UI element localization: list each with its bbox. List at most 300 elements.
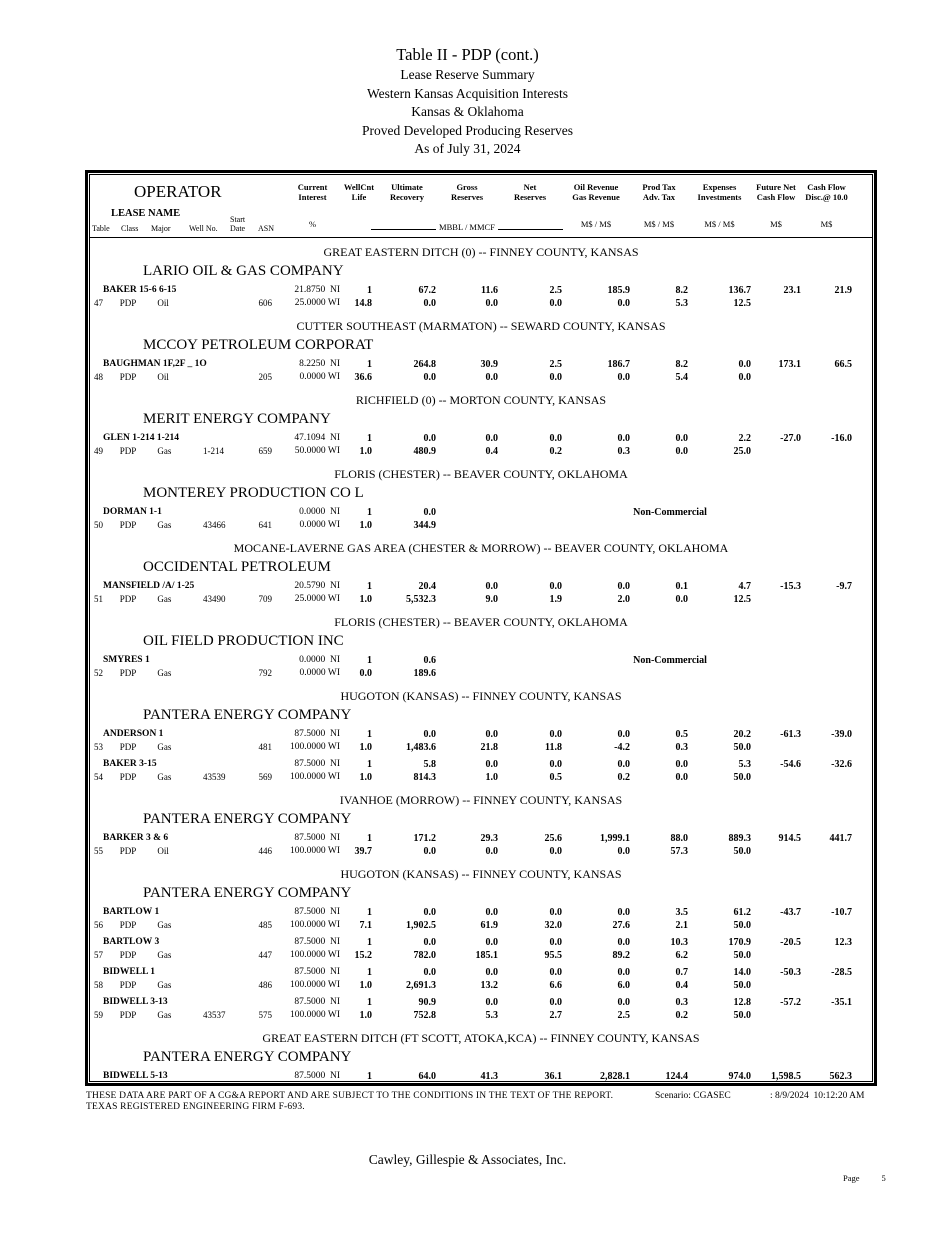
lease-row [90,430,872,460]
tax-cell: 0.7 0.4 [675,967,688,991]
lease-meta [90,667,285,680]
tax-cell: 0.5 0.3 [675,729,688,753]
lease-cell [90,284,285,312]
discounted-cash-flow-cell: 12.3 [834,937,852,948]
wellcnt-life-cell: 1 [367,1071,372,1082]
wellcnt-life-cell: 1 14.8 [354,285,372,309]
operator-name: PANTERA ENERGY COMPANY [143,707,352,723]
lease-meta [90,771,285,784]
field-header: RICHFIELD (0) -- MORTON COUNTY, KANSAS [355,393,607,407]
net-reserves-cell [498,654,562,682]
wellcnt-life-cell: 1 1.0 [359,729,372,753]
major-phase-value: Gas [157,980,172,990]
well-number: 43537 [203,1010,226,1020]
lease-row [90,356,872,386]
field-section [90,1024,872,1082]
column-unit-label: % [308,219,317,229]
column-header-line1: Current [297,182,328,192]
lease-name: GLEN 1-214 1-214 [103,433,179,443]
subcol-class-label: Class [121,224,139,233]
lease-meta [90,919,285,932]
interest-cell: 21.8750 NI 25.0000 WI [294,285,340,308]
section-rows [90,430,872,460]
subcol-date-label: Date [230,224,246,233]
table-number: 57 [94,950,103,960]
field-section [90,786,872,860]
interest-cell: 87.5000 NI 100.0000 WI [290,729,340,752]
lease-cell [90,432,285,460]
wellcnt-life-cell: 1 7.1 [359,907,372,931]
lease-name: BAUGHMAN 1F,2F _ 1O [103,359,207,369]
revenue-cell: 185.9 0.0 [607,285,630,309]
gross-reserves-cell: 29.3 0.0 [480,833,498,857]
table-number: 51 [94,594,103,604]
lease-row [90,964,872,994]
column-header-exp [688,175,751,237]
asn-number: 709 [258,594,272,604]
wellcnt-life-cell: 1 1.0 [359,759,372,783]
major-phase-value: Gas [157,668,172,678]
discounted-cash-flow-cell: -35.1 [831,997,852,1008]
lease-cell [90,728,285,756]
future-net-cash-flow-cell: -20.5 [780,937,801,948]
subcol-major-label: Major [151,224,171,233]
column-header-disc [801,175,852,237]
section-rows [90,652,872,682]
well-number [203,371,259,384]
revenue-cell: 0.0 89.2 [612,937,630,961]
table-number: 55 [94,846,103,856]
well-number [203,741,259,754]
expenses-investments-cell: 14.0 50.0 [733,967,751,991]
asn-number: 446 [258,846,272,856]
underline-right [498,229,563,230]
lease-name: ANDERSON 1 [103,729,164,739]
lease-meta [90,445,285,458]
report-subtitle-1: Lease Reserve Summary [400,67,535,82]
net-reserves-cell: 0.0 32.0 [544,907,562,931]
lease-meta [90,1009,285,1022]
expenses-investments-cell: 5.3 50.0 [733,759,751,783]
future-net-cash-flow-cell: -50.3 [780,967,801,978]
field-section [90,238,872,312]
tax-cell: 124.4 [665,1071,688,1082]
asn-number: 447 [258,950,272,960]
lease-meta [90,949,285,962]
net-reserves-cell: 0.0 95.5 [544,937,562,961]
lease-name: BARTLOW 3 [103,937,160,947]
column-header-line2: Disc.@ 10.0 [805,192,848,202]
section-rows [90,904,872,1024]
revenue-cell: 0.0 0.2 [617,759,630,783]
major-phase-value: Gas [157,742,172,752]
ultimate-recovery-cell: 5.8 814.3 [413,759,436,783]
class-value: PDP [119,742,137,752]
column-header-line2: Life [351,192,367,202]
asn-number: 606 [258,298,272,308]
net-reserves-cell: 0.0 6.6 [549,967,562,991]
major-phase-value: Gas [157,772,172,782]
expenses-investments-cell: 170.9 50.0 [728,937,751,961]
gross-reserves-cell: 0.0 185.1 [475,937,498,961]
column-header-line2: Adv. Tax [642,192,676,202]
lease-name: BARKER 3 & 6 [103,833,169,843]
footer-timestamp: : 8/9/2024 10:12:20 AM [770,1091,865,1101]
expenses-investments-cell: 0.0 0.0 [738,359,751,383]
ultimate-recovery-cell: 64.0 [418,1071,436,1082]
net-reserves-cell: 2.5 0.0 [549,285,562,309]
lease-cell [90,654,285,682]
column-unit-label: M$ / M$ [643,219,675,229]
gross-reserves-cell: 0.0 0.4 [485,433,498,457]
reserves-unit-line [371,222,563,232]
class-value: PDP [119,846,137,856]
major-phase-value: Gas [157,920,172,930]
column-header-tax [630,175,688,237]
well-number [203,979,259,992]
table-number: 49 [94,446,103,456]
field-header: HUGOTON (KANSAS) -- FINNEY COUNTY, KANSAS [340,867,622,881]
field-header: IVANHOE (MORROW) -- FINNEY COUNTY, KANSAS [339,793,623,807]
column-unit-label: M$ / M$ [704,219,735,229]
net-reserves-cell [498,506,562,534]
footer-scenario: Scenario: CGASEC [655,1091,731,1101]
lease-meta [90,519,285,532]
field-section [90,386,872,460]
lease-meta [90,371,285,384]
interest-cell: 0.0000 NI 0.0000 WI [299,655,340,678]
table-number: 52 [94,668,103,678]
revenue-cell: 0.0 2.5 [617,997,630,1021]
lease-meta [90,593,285,606]
lease-cell [90,580,285,608]
gross-reserves-cell: 0.0 21.8 [480,729,498,753]
class-value: PDP [119,1010,137,1020]
discounted-cash-flow-cell [801,506,852,534]
table-number: 58 [94,980,103,990]
discounted-cash-flow-cell: -16.0 [831,433,852,444]
lease-row [90,830,872,860]
lease-meta [90,297,285,310]
subcol-startdate-label [230,215,245,233]
wellcnt-life-cell: 1 1.0 [359,581,372,605]
tax-cell: 0.1 0.0 [675,581,688,605]
discounted-cash-flow-cell: -32.6 [831,759,852,770]
field-header: CUTTER SOUTHEAST (MARMATON) -- SEWARD COUNTY, KANSAS [296,319,666,333]
column-unit-label: M$ / M$ [580,219,612,229]
lease-cell [90,358,285,386]
lease-name: BIDWELL 5-13 [103,1071,168,1081]
column-unit-label: M$ [820,219,833,229]
tax-cell: 88.0 57.3 [670,833,688,857]
report-subtitle-3: Kansas & Oklahoma [411,104,524,119]
future-net-cash-flow-cell: 23.1 [783,285,801,296]
table-number: 47 [94,298,103,308]
report-title: Table II - PDP (cont.) [396,45,539,64]
column-header-line1: Future Net [756,182,796,192]
wellcnt-life-cell: 1 1.0 [359,433,372,457]
asn-number: 481 [258,742,272,752]
class-value: PDP [119,372,137,382]
net-reserves-cell: 25.6 0.0 [544,833,562,857]
asn-number: 792 [258,668,272,678]
net-reserves-cell: 2.5 0.0 [549,359,562,383]
future-net-cash-flow-cell: -27.0 [780,433,801,444]
column-header-line1: Expenses [702,182,737,192]
wellcnt-life-cell: 1 1.0 [359,997,372,1021]
revenue-cell: 0.0 27.6 [612,907,630,931]
field-header: FLORIS (CHESTER) -- BEAVER COUNTY, OKLAHOMA [334,467,628,481]
tax-cell: 8.2 5.4 [675,359,688,383]
interest-cell: 87.5000 NI [294,1071,340,1081]
table-number: 59 [94,1010,103,1020]
expenses-investments-cell: 12.8 50.0 [733,997,751,1021]
interest-cell: 87.5000 NI 100.0000 WI [290,759,340,782]
footer-disclaimer-2: TEXAS REGISTERED ENGINEERING FIRM F-693. [86,1102,305,1112]
field-section [90,608,872,682]
table-number: 56 [94,920,103,930]
wellcnt-life-cell: 1 39.7 [354,833,372,857]
lease-cell [90,906,285,934]
subcol-table-label: Table [92,224,110,233]
page-number: 5 [881,1173,886,1183]
lease-cell [90,506,285,534]
net-reserves-cell: 0.0 11.8 [545,729,562,753]
footer-company-name: Cawley, Gillespie & Associates, Inc. [368,1152,567,1167]
report-as-of-date: As of July 31, 2024 [414,141,521,156]
expenses-investments-cell: 20.2 50.0 [733,729,751,753]
gross-reserves-cell: 11.6 0.0 [481,285,498,309]
column-header-line2: Investments [697,192,742,202]
ultimate-recovery-cell: 0.0 2,691.3 [406,967,436,991]
operator-column-label: OPERATOR [134,182,222,201]
lease-name: BIDWELL 1 [103,967,156,977]
asn-number: 575 [258,1010,272,1020]
table-number: 50 [94,520,103,530]
field-section [90,860,872,1024]
future-net-cash-flow-cell: -43.7 [780,907,801,918]
lease-row [90,282,872,312]
non-commercial-label: Non-Commercial [633,655,707,666]
gross-reserves-cell: 0.0 1.0 [485,759,498,783]
discounted-cash-flow-cell: -39.0 [831,729,852,740]
lease-row [90,504,872,534]
lease-row [90,652,872,682]
ultimate-recovery-cell: 171.2 0.0 [413,833,436,857]
future-net-cash-flow-cell: -61.3 [780,729,801,740]
field-header: MOCANE-LAVERNE GAS AREA (CHESTER & MORROW) -- BEAVER COUNTY, OKLAHOMA [233,541,729,555]
interest-cell: 87.5000 NI 100.0000 WI [290,833,340,856]
class-value: PDP [119,950,137,960]
field-section [90,312,872,386]
lease-row [90,726,872,756]
field-section [90,682,872,786]
lease-name: BIDWELL 3-13 [103,997,168,1007]
major-phase-value: Gas [157,446,172,456]
subcol-asn-label: ASN [258,224,275,233]
tax-cell: 0.3 0.2 [675,997,688,1021]
lease-cell [90,936,285,964]
lease-name: SMYRES 1 [103,655,150,665]
expenses-investments-cell: 61.2 50.0 [733,907,751,931]
report-title-block [0,44,935,159]
future-net-cash-flow-cell: -57.2 [780,997,801,1008]
well-number: 1-214 [203,446,224,456]
wellcnt-life-cell: 1 1.0 [359,507,372,531]
lease-row [90,1068,872,1082]
column-header-line2: Reserves [513,192,547,202]
section-rows [90,578,872,608]
section-rows [90,830,872,860]
lease-cell [90,832,285,860]
ultimate-recovery-cell: 264.8 0.0 [413,359,436,383]
discounted-cash-flow-cell: -28.5 [831,967,852,978]
class-value: PDP [119,594,137,604]
net-reserves-cell: 0.0 0.5 [549,759,562,783]
column-header-line2: Cash Flow [756,192,796,202]
ultimate-recovery-cell: 0.0 782.0 [413,937,436,961]
column-header-rev [562,175,630,237]
major-phase-value: Gas [157,1010,172,1020]
class-value: PDP [119,446,137,456]
report-subtitle-2: Western Kansas Acquisition Interests [367,85,568,101]
operator-name: LARIO OIL & GAS COMPANY [143,263,344,279]
interest-cell: 87.5000 NI 100.0000 WI [290,997,340,1020]
gross-reserves-cell: 0.0 61.9 [480,907,498,931]
section-rows [90,1068,872,1082]
field-header: FLORIS (CHESTER) -- BEAVER COUNTY, OKLAHOMA [334,615,628,629]
discounted-cash-flow-cell: 21.9 [834,285,852,296]
well-number [203,845,259,858]
class-value: PDP [119,298,137,308]
lease-name: BAKER 3-15 [103,759,157,769]
column-header-line1: WellCnt [343,182,375,192]
discounted-cash-flow-cell [801,654,852,682]
operator-name: MCCOY PETROLEUM CORPORAT [143,337,374,353]
lease-name-column-label: LEASE NAME [111,208,181,219]
future-net-cash-flow-cell: 914.5 [778,833,801,844]
interest-cell: 8.2250 NI 0.0000 WI [299,359,340,382]
ultimate-recovery-cell: 0.0 1,483.6 [406,729,436,753]
discounted-cash-flow-cell: 66.5 [834,359,852,370]
section-rows [90,356,872,386]
gross-reserves-cell: 41.3 [480,1071,498,1082]
field-header: GREAT EASTERN DITCH (FT SCOTT, ATOKA,KCA) -- FINNEY COUNTY, KANSAS [262,1031,700,1045]
column-header-interest [285,175,340,237]
class-value: PDP [119,772,137,782]
subcol-wellno-label: Well No. [189,224,218,233]
column-header-fncf [751,175,801,237]
operator-name: OCCIDENTAL PETROLEUM [143,559,331,575]
lease-row [90,994,872,1024]
tax-cell: 3.5 2.1 [675,907,688,931]
footer-disclaimer-1: THESE DATA ARE PART OF A CG&A REPORT AND ARE SUBJECT TO THE CONDITIONS IN THE TEXT OF THE REPORT. [86,1091,614,1101]
lease-name: DORMAN 1-1 [103,507,162,517]
lease-meta [90,741,285,754]
lease-cell [90,1070,285,1082]
revenue-cell: 0.0 6.0 [617,967,630,991]
page-label: Page [843,1173,860,1183]
lease-name: BARTLOW 1 [103,907,160,917]
ultimate-recovery-cell: 90.9 752.8 [413,997,436,1021]
lease-meta [90,979,285,992]
field-header: HUGOTON (KANSAS) -- FINNEY COUNTY, KANSAS [340,689,622,703]
ultimate-recovery-cell: 0.0 480.9 [413,433,436,457]
future-net-cash-flow-cell: -15.3 [780,581,801,592]
expenses-investments-cell: 136.7 12.5 [728,285,751,309]
discounted-cash-flow-cell: -10.7 [831,907,852,918]
wellcnt-life-cell: 1 15.2 [354,937,372,961]
major-phase-value: Gas [157,594,172,604]
ultimate-recovery-cell: 20.4 5,532.3 [406,581,436,605]
asn-number: 641 [258,520,272,530]
wellcnt-life-cell: 1 0.0 [359,655,372,679]
column-header-line1: Prod Tax [642,182,676,192]
column-header-line2: Recovery [390,192,424,202]
section-rows [90,504,872,534]
table-inner-border [89,174,873,1082]
revenue-cell: 1,999.1 0.0 [600,833,630,857]
footer-page-indicator [843,1173,886,1183]
class-value: PDP [119,668,137,678]
well-number: 43466 [203,520,226,530]
lease-cell [90,966,285,994]
net-reserves-cell: 0.0 2.7 [549,997,562,1021]
expenses-investments-cell: 4.7 12.5 [733,581,751,605]
ultimate-recovery-cell: 0.0 1,902.5 [406,907,436,931]
interest-cell: 0.0000 NI 0.0000 WI [299,507,340,530]
section-rows [90,282,872,312]
subcol-start-label: Start [230,215,246,224]
operator-name: MONTEREY PRODUCTION CO L [143,485,364,501]
expenses-investments-cell: 974.0 [728,1071,751,1082]
column-header-line2: Reserves [450,192,484,202]
section-rows [90,726,872,786]
column-unit-label: M$ [770,219,782,229]
ultimate-recovery-cell: 67.2 0.0 [418,285,436,309]
table-body [90,238,872,1082]
asn-number: 485 [258,920,272,930]
field-section [90,460,872,534]
asn-number: 569 [258,772,272,782]
lease-meta [90,845,285,858]
column-header-line1: Gross [456,182,478,192]
tax-cell: 0.0 0.0 [675,759,688,783]
interest-cell: 87.5000 NI 100.0000 WI [290,967,340,990]
gross-reserves-cell [436,506,498,534]
non-commercial-label: Non-Commercial [633,507,707,518]
table-header-left [90,175,285,237]
major-phase-value: Gas [157,520,172,530]
lease-row [90,756,872,786]
net-reserves-cell: 0.0 1.9 [549,581,562,605]
column-header-line2: Gas Revenue [572,192,620,202]
field-header: GREAT EASTERN DITCH (0) -- FINNEY COUNTY, KANSAS [323,245,639,259]
wellcnt-life-cell: 1 36.6 [354,359,372,383]
class-value: PDP [119,980,137,990]
operator-name: PANTERA ENERGY COMPANY [143,1049,352,1065]
major-phase-value: Gas [157,950,172,960]
table-header [90,175,872,238]
well-number: 43539 [203,772,226,782]
lease-name: BAKER 15-6 6-15 [103,285,177,295]
lease-row [90,904,872,934]
asn-number: 205 [258,372,272,382]
expenses-investments-cell: 2.2 25.0 [733,433,751,457]
lease-row [90,578,872,608]
revenue-cell: 2,828.1 [600,1071,630,1082]
table-number: 48 [94,372,103,382]
